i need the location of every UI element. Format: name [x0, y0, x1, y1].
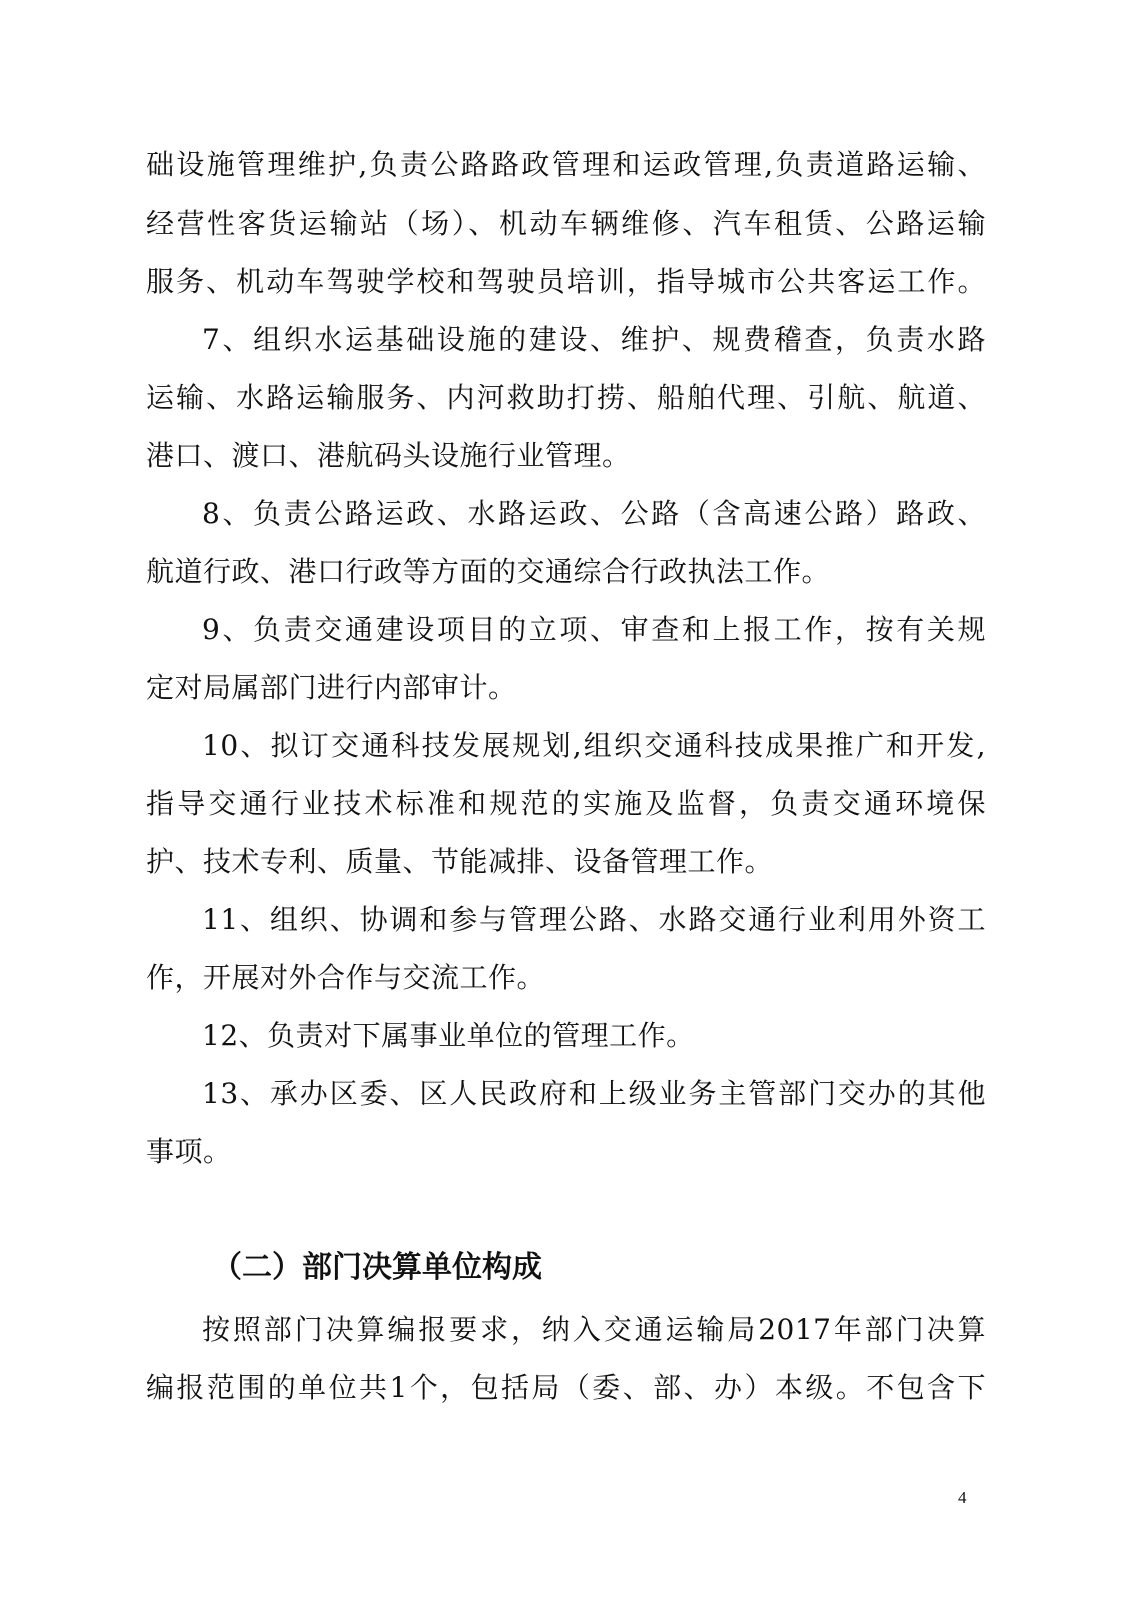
- body-line: 定对局属部门进行内部审计。: [146, 671, 517, 704]
- body-line: 作，开展对外合作与交流工作。: [146, 961, 546, 994]
- body-line: 事项。: [146, 1135, 232, 1168]
- section-body-line: 编报范围的单位共1个，包括局（委、部、办）本级。不包含下: [146, 1371, 986, 1404]
- item-12-line-1: 12、负责对下属事业单位的管理工作。: [202, 1019, 695, 1052]
- body-line: 经营性客货运输站（场）、机动车辆维修、汽车租赁、公路运输: [146, 207, 986, 240]
- body-line: 航道行政、港口行政等方面的交通综合行政执法工作。: [146, 555, 831, 588]
- item-9-line-1: 9、负责交通建设项目的立项、审查和上报工作，按有关规: [202, 613, 986, 646]
- item-7-line-1: 7、组织水运基础设施的建设、维护、规费稽查，负责水路: [202, 323, 986, 356]
- page-number: 4: [958, 1488, 967, 1507]
- item-13-line-1: 13、承办区委、区人民政府和上级业务主管部门交办的其他: [202, 1077, 986, 1110]
- body-line: 服务、机动车驾驶学校和驾驶员培训，指导城市公共客运工作。: [146, 265, 986, 298]
- body-line: 础设施管理维护,负责公路路政管理和运政管理,负责道路运输、: [146, 148, 986, 181]
- body-line: 港口、渡口、港航码头设施行业管理。: [146, 439, 631, 472]
- item-10-line-1: 10、拟订交通科技发展规划,组织交通科技成果推广和开发,: [202, 729, 986, 762]
- body-line: 指导交通行业技术标准和规范的实施及监督，负责交通环境保: [146, 787, 986, 820]
- body-line: 护、技术专利、质量、节能减排、设备管理工作。: [146, 845, 774, 878]
- section-heading: （二）部门决算单位构成: [212, 1250, 542, 1285]
- item-8-line-1: 8、负责公路运政、水路运政、公路（含高速公路）路政、: [202, 497, 986, 530]
- body-line: 运输、水路运输服务、内河救助打捞、船舶代理、引航、航道、: [146, 381, 986, 414]
- item-11-line-1: 11、组织、协调和参与管理公路、水路交通行业利用外资工: [202, 903, 986, 936]
- section-body-line: 按照部门决算编报要求，纳入交通运输局2017年部门决算: [202, 1313, 986, 1346]
